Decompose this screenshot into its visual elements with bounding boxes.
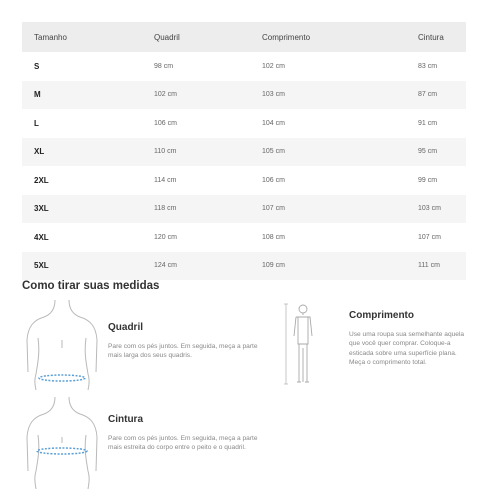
- quadril-cell: 110 cm: [154, 148, 177, 156]
- comprimento-cell: 107 cm: [262, 205, 285, 213]
- header-cintura: Cintura: [418, 32, 444, 42]
- measure-guide-title: Como tirar suas medidas: [22, 280, 160, 292]
- size-cell: M: [34, 90, 41, 100]
- comprimento-guide-text: Use uma roupa sua semelhante aquela que você quer comprar. Coloque-a esticada sobre uma superfície plana. Meça o comprimento total.: [349, 331, 465, 367]
- table-row: [22, 109, 466, 138]
- comprimento-cell: 108 cm: [262, 233, 285, 241]
- quadril-cell: 114 cm: [154, 176, 177, 184]
- table-row: [22, 52, 466, 81]
- cintura-cell: 107 cm: [418, 233, 441, 241]
- comprimento-cell: 105 cm: [262, 148, 285, 156]
- quadril-cell: 106 cm: [154, 119, 177, 127]
- quadril-cell: 120 cm: [154, 233, 177, 241]
- quadril-guide-title: Quadril: [108, 322, 144, 333]
- cintura-cell: 111 cm: [418, 262, 440, 270]
- table-row: [22, 252, 466, 281]
- size-cell: 5XL: [34, 261, 49, 271]
- torso-waist-illustration: [22, 397, 102, 489]
- comprimento-cell: 109 cm: [262, 262, 285, 270]
- comprimento-guide-title: Comprimento: [349, 310, 414, 321]
- size-cell: S: [34, 61, 40, 71]
- cintura-guide: [108, 414, 258, 453]
- table-row: [22, 195, 466, 224]
- torso-hip-illustration: [22, 300, 102, 390]
- cintura-cell: 95 cm: [418, 148, 438, 156]
- table-row: [22, 138, 466, 167]
- comprimento-cell: 104 cm: [262, 119, 285, 127]
- comprimento-cell: 102 cm: [262, 62, 285, 70]
- cintura-guide-title: Cintura: [108, 414, 143, 425]
- comprimento-cell: 106 cm: [262, 176, 285, 184]
- quadril-guide: [108, 322, 258, 361]
- cintura-cell: 91 cm: [418, 119, 438, 127]
- full-body-length-illustration: [284, 302, 318, 386]
- size-cell: 4XL: [34, 232, 49, 242]
- table-header: [22, 22, 466, 52]
- cintura-guide-text: Pare com os pés juntos. Em seguida, meça a parte mais estreita do corpo entre o peito e o quadril.: [108, 435, 258, 452]
- header-tamanho: Tamanho: [34, 32, 67, 42]
- comprimento-guide: [349, 310, 473, 368]
- size-cell: XL: [34, 147, 45, 157]
- quadril-cell: 118 cm: [154, 205, 177, 213]
- size-table: [22, 22, 466, 280]
- quadril-guide-text: Pare com os pés juntos. Em seguida, meça a parte mais larga dos seus quadris.: [108, 343, 258, 360]
- table-row: [22, 166, 466, 195]
- cintura-cell: 103 cm: [418, 205, 441, 213]
- table-row: [22, 223, 466, 252]
- quadril-cell: 102 cm: [154, 91, 177, 99]
- cintura-cell: 99 cm: [418, 176, 438, 184]
- cintura-cell: 87 cm: [418, 91, 438, 99]
- table-row: [22, 81, 466, 110]
- size-cell: L: [34, 118, 39, 128]
- quadril-cell: 124 cm: [154, 262, 177, 270]
- comprimento-cell: 103 cm: [262, 91, 285, 99]
- quadril-cell: 98 cm: [154, 62, 174, 70]
- header-comprimento: Comprimento: [262, 32, 311, 42]
- size-cell: 2XL: [34, 175, 49, 185]
- header-quadril: Quadril: [154, 32, 180, 42]
- cintura-cell: 83 cm: [418, 62, 438, 70]
- size-cell: 3XL: [34, 204, 49, 214]
